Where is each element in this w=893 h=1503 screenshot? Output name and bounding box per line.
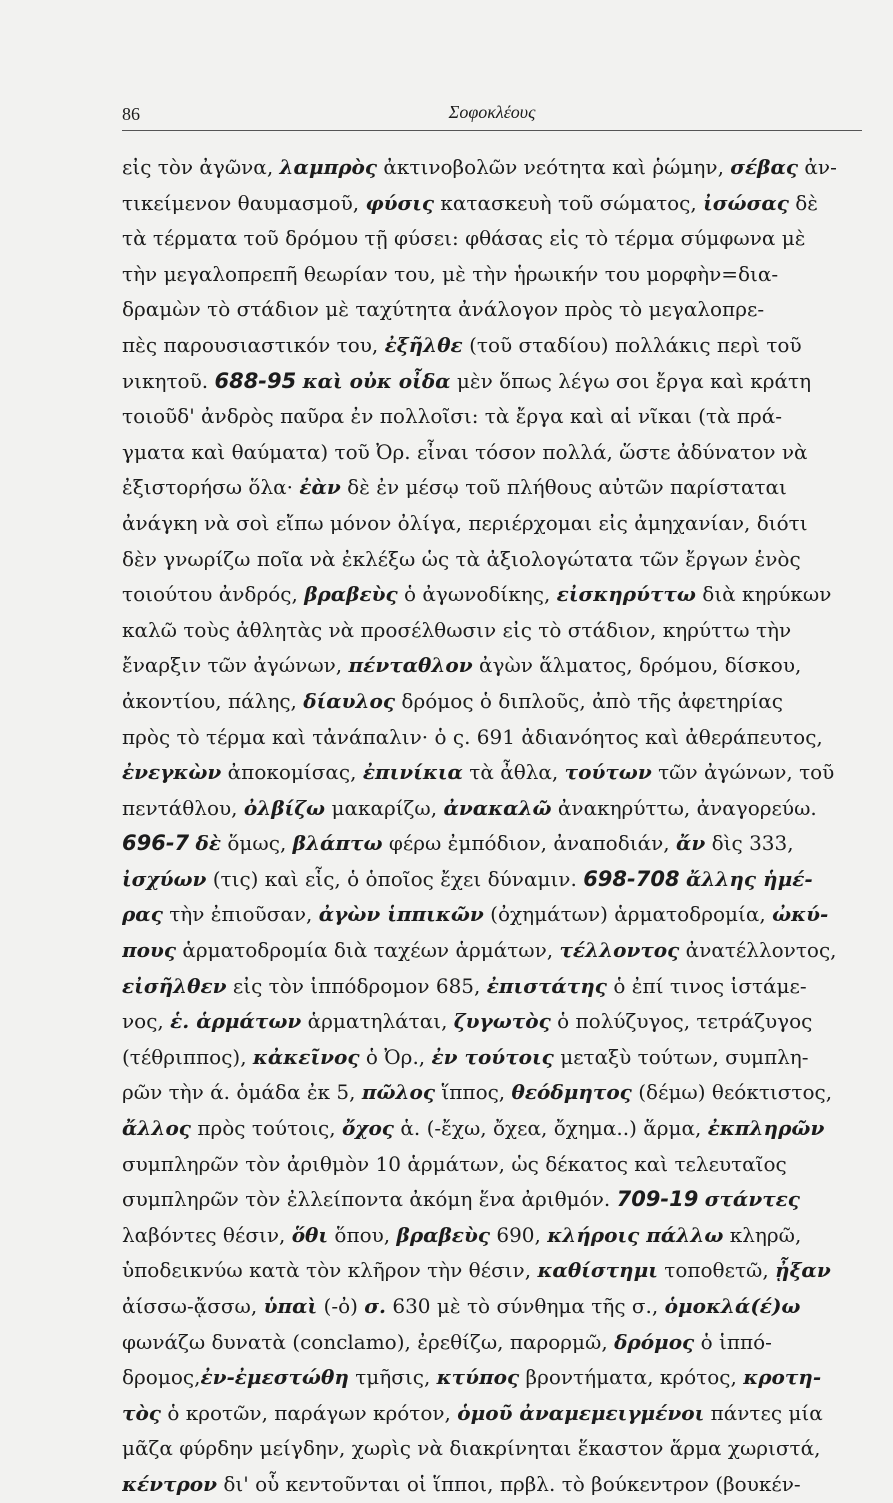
verse-reference: 709-19 — [616, 1187, 699, 1212]
lemma-word: ρας — [122, 902, 163, 927]
gloss-text: τοποθετῶ, — [657, 1258, 776, 1283]
gloss-text: διὰ κηρύκων — [695, 582, 832, 607]
gloss-text: ἀν- — [798, 155, 837, 179]
gloss-text: μεταξὺ τούτων, συμπλη- — [553, 1044, 809, 1069]
lemma-word: κέντρον — [122, 1471, 217, 1496]
lemma-word: δίαυλος — [303, 688, 396, 713]
verse-reference: 698-708 — [583, 866, 680, 891]
running-head: Σοφοκλέους — [448, 102, 536, 122]
text-line — [122, 186, 864, 222]
lemma-word: ἐπιστάτης — [486, 973, 607, 998]
commentary-text — [122, 150, 864, 1503]
lemma-word: ἐὰν — [299, 475, 341, 500]
gloss-text: πὲς παρουσιαστικόν του, — [122, 332, 385, 357]
gloss-text: ἀκτινοβολῶν νεότητα καὶ ῥώμην, — [377, 155, 731, 179]
gloss-text: τοιοῦδ' ἀνδρὸς παῦρα ἐν πολλοῖσι: τὰ ἔργα καὶ αἱ νῖκαι (τὰ πρά- — [122, 404, 783, 429]
gloss-text: δὲν γνωρίζω ποῖα νὰ ἐκλέξω ὡς τὰ ἀξιολογώτατα τῶν ἔργων ἑνὸς — [122, 546, 801, 571]
gloss-text: τικείμενον θαυμασμοῦ, — [122, 190, 366, 215]
gloss-text: τμῆσις, — [348, 1365, 437, 1390]
gloss-text: κληρῶ, — [723, 1222, 802, 1247]
lemma-word: ἑ. ἁρμάτων — [170, 1009, 302, 1034]
text-line — [122, 933, 864, 969]
gloss-text: νικητοῦ. — [122, 368, 215, 393]
text-line — [122, 1040, 864, 1076]
gloss-text: λαβόντες θέσιν, — [122, 1222, 292, 1247]
text-line — [122, 328, 864, 364]
gloss-text: 630 μὲ τὸ σύνθημα τῆς σ., — [386, 1294, 665, 1318]
lemma-word: κροτη- — [743, 1365, 822, 1390]
gloss-text: καλῶ τοὺς ἀθλητὰς νὰ προσέλθωσιν εἰς τὸ στάδιον, κηρύττω τὴν — [122, 617, 792, 642]
lemma-word: ζυγωτὸς — [453, 1009, 551, 1034]
lemma-word: ἄλλος — [122, 1116, 191, 1141]
text-line — [122, 1396, 864, 1432]
text-line — [122, 150, 864, 186]
text-line — [122, 399, 864, 435]
gloss-text: κατασκευὴ τοῦ σώματος, — [434, 190, 704, 215]
gloss-text: ὁ ἐπί τινος ἱστάμε- — [606, 973, 807, 998]
text-line — [122, 1289, 864, 1325]
text-line — [122, 1360, 864, 1396]
lemma-word: ὠκύ- — [772, 902, 829, 927]
text-line — [122, 755, 864, 791]
lemma-word: δρόμος — [614, 1329, 695, 1354]
verse-reference: 688-95 — [214, 368, 297, 393]
lemma-word: ἐνεγκὼν — [122, 760, 222, 785]
lemma-word: πῶλος — [361, 1080, 436, 1105]
lemma-word: λαμπρὸς — [279, 155, 378, 179]
lemma-word: ἐν τούτοις — [431, 1044, 554, 1069]
gloss-text: ἁρματοδρομία διὰ ταχέων ἁρμάτων, — [176, 938, 560, 963]
text-line — [122, 791, 864, 827]
lemma-word: κἀκεῖνος — [252, 1044, 360, 1069]
lemma-word: ἄλλης ἡμέ- — [685, 866, 813, 891]
page-header — [122, 100, 862, 131]
text-line — [122, 1253, 864, 1289]
lemma-word: ὁμοῦ ἀναμεμειγμένοι — [457, 1400, 705, 1425]
gloss-text: ἀγὼν ἅλματος, δρόμου, δίσκου, — [472, 653, 802, 678]
gloss-text: τοιούτου ἀνδρός, — [122, 582, 305, 607]
lemma-word: ὁμοκλά(έ)ω — [664, 1294, 801, 1318]
gloss-text: ὁ πολύζυγος, τετράζυγος — [550, 1009, 813, 1034]
gloss-text: φωνάζω δυνατὰ (conclamo), ἐρεθίζω, παρορμῶ, — [122, 1329, 615, 1354]
gloss-text: (ὀχημάτων) ἁρματοδρομία, — [483, 902, 773, 927]
gloss-text: ἀκοντίου, πάλης, — [122, 688, 304, 713]
text-line — [122, 1467, 864, 1503]
text-line — [122, 364, 864, 400]
gloss-text: τὰ τέρματα τοῦ δρόμου τῇ φύσει: φθάσας εἰς τὸ τέρμα σύμφωνα μὲ — [122, 226, 806, 251]
lemma-word: τέλλοντος — [559, 938, 680, 963]
lemma-word: ἐκπληρῶν — [707, 1116, 825, 1141]
text-line — [122, 720, 864, 756]
gloss-text: εἰς τὸν ἱππόδρομον 685, — [226, 973, 487, 998]
gloss-text: ἀνακηρύττω, ἀναγορεύω. — [551, 795, 817, 820]
gloss-text: ὁ κροτῶν, παράγων κρότον, — [160, 1400, 458, 1425]
lemma-word: στάντες — [704, 1187, 800, 1212]
gloss-text: (τις) καὶ εἷς, ὁ ὁποῖος ἔχει δύναμιν. — [206, 866, 584, 891]
lemma-word: πένταθλον — [348, 653, 473, 678]
lemma-word: σ. — [364, 1294, 386, 1318]
lemma-word: ἐπινίκια — [362, 760, 463, 785]
text-line — [122, 577, 864, 613]
lemma-word: βλάπτω — [292, 831, 383, 856]
text-line — [122, 435, 864, 471]
gloss-text: δρόμος ὁ διπλοῦς, ἀπὸ τῆς ἀφετηρίας — [395, 688, 783, 713]
gloss-text: ρῶν τὴν ά. ὁμάδα ἐκ 5, — [122, 1080, 362, 1105]
lemma-word: ὀλβίζω — [243, 795, 326, 820]
lemma-word: ὅθι — [291, 1222, 329, 1247]
text-line — [122, 1182, 864, 1218]
gloss-text: ἀνατέλλοντος, — [679, 938, 837, 963]
gloss-text: (-ὀ) — [317, 1294, 365, 1318]
lemma-word: βραβεὺς — [396, 1222, 490, 1247]
gloss-text: μακαρίζω, — [325, 795, 444, 820]
lemma-word: βραβεὺς — [304, 582, 398, 607]
lemma-word: κτύπος — [436, 1365, 520, 1390]
gloss-text: ἵππος, — [435, 1080, 512, 1105]
lemma-word: σέβας — [730, 155, 799, 179]
lemma-word: δὲ — [195, 831, 222, 856]
lemma-word: καὶ οὐκ οἶδα — [302, 368, 451, 393]
gloss-text: τὴν ἐπιοῦσαν, — [162, 902, 319, 927]
text-line — [122, 862, 864, 898]
lemma-word: ἄν — [675, 831, 706, 856]
lemma-word: ὑπαὶ — [263, 1294, 318, 1318]
gloss-text: δὲ — [788, 190, 819, 215]
gloss-text: ὑποδεικνύω κατὰ τὸν κλῆρον τὴν θέσιν, — [122, 1258, 538, 1283]
gloss-text: μᾶζα φύρδην μείγδην, χωρὶς νὰ διακρίνηται ἕκαστον ἅρμα χωριστά, — [122, 1436, 821, 1461]
gloss-text: δρομος, — [122, 1365, 201, 1390]
lemma-word: ἀγὼν ἱππικῶν — [318, 902, 484, 927]
gloss-text: συμπληρῶν τὸν ἐλλείποντα ἀκόμη ἕνα ἀριθμόν. — [122, 1187, 617, 1212]
gloss-text: ὁ ἱππό- — [694, 1329, 772, 1354]
text-line — [122, 1004, 864, 1040]
text-line — [122, 1431, 864, 1467]
gloss-text: εἰς τὸν ἀγῶνα, — [122, 155, 280, 179]
text-line — [122, 221, 864, 257]
gloss-text: (τέθριππος), — [122, 1044, 253, 1069]
gloss-text: δι' οὗ κεντοῦνται οἱ ἵπποι, πρβλ. τὸ βούκεντρον (βουκέν- — [217, 1471, 801, 1496]
gloss-text: (δέμω) θεόκτιστος, — [631, 1080, 833, 1105]
text-line — [122, 969, 864, 1005]
text-line — [122, 1111, 864, 1147]
text-line — [122, 826, 864, 862]
gloss-text: τὴν μεγαλοπρεπῆ θεωρίαν του, μὲ τὴν ἡρωικήν του μορφὴν=δια- — [122, 261, 779, 286]
lemma-word: εἰσκηρύττω — [556, 582, 696, 607]
gloss-text: συμπληρῶν τὸν ἀριθμὸν 10 ἁρμάτων, ὡς δέκατος καὶ τελευταῖος — [122, 1151, 787, 1176]
gloss-text: δὶς 333, — [705, 831, 794, 856]
lemma-word: φύσις — [365, 190, 435, 215]
lemma-word: ἰσχύων — [122, 866, 207, 891]
text-line — [122, 542, 864, 578]
text-line — [122, 470, 864, 506]
gloss-text: (τοῦ σταδίου) πολλάκις περὶ τοῦ — [462, 332, 802, 357]
lemma-word: ἐν-ἐμεστώθη — [200, 1365, 349, 1390]
lemma-word: ἀνακαλῶ — [443, 795, 552, 820]
gloss-text: νος, — [122, 1009, 171, 1034]
gloss-text: δὲ ἐν μέσῳ τοῦ πλήθους αὐτῶν παρίσταται — [340, 475, 787, 500]
text-line — [122, 684, 864, 720]
text-line — [122, 1147, 864, 1183]
lemma-word: θεόδμητος — [511, 1080, 632, 1105]
lemma-word: καθίστημι — [537, 1258, 658, 1283]
text-line — [122, 1325, 864, 1361]
gloss-text: ἔναρξιν τῶν ἀγώνων, — [122, 653, 349, 678]
lemma-word: τούτων — [564, 760, 652, 785]
text-line — [122, 257, 864, 293]
lemma-word: τὸς — [122, 1400, 161, 1425]
lemma-word: ᾖξαν — [775, 1258, 831, 1283]
verse-reference: 696-7 — [122, 831, 190, 856]
gloss-text: φέρω ἐμπόδιον, ἀναποδιάν, — [382, 831, 676, 856]
gloss-text: βροντήματα, κρότος, — [519, 1365, 744, 1390]
gloss-text: ἁ. (-ἔχω, ὄχεα, ὄχημα..) ἅρμα, — [393, 1116, 708, 1141]
gloss-text: ὅπου, — [328, 1222, 397, 1247]
gloss-text: ἀποκομίσας, — [221, 760, 363, 785]
lemma-word: ἐξῆλθε — [384, 332, 463, 357]
text-line — [122, 648, 864, 684]
gloss-text: τὰ ἆθλα, — [462, 760, 565, 785]
lemma-word: ὄχος — [341, 1116, 394, 1141]
page-number: 86 — [122, 104, 140, 124]
gloss-text: πεντάθλου, — [122, 795, 244, 820]
text-line — [122, 292, 864, 328]
gloss-text: ἀίσσω-ᾄσσω, — [122, 1294, 264, 1318]
gloss-text: ἁρματηλάται, — [301, 1009, 454, 1034]
gloss-text: μὲν ὅπως λέγω σοι ἔργα καὶ κράτη — [450, 368, 812, 393]
gloss-text: ἀνάγκη νὰ σοὶ εἴπω μόνον ὀλίγα, περιέρχομαι εἰς ἀμηχανίαν, διότι — [122, 510, 808, 535]
text-line — [122, 1218, 864, 1254]
gloss-text: δραμὼν τὸ στάδιον μὲ ταχύτητα ἀνάλογον πρὸς τὸ μεγαλοπρε- — [122, 297, 765, 322]
text-line — [122, 1075, 864, 1111]
gloss-text: ὁ Ὀρ., — [359, 1044, 432, 1069]
lemma-word: εἰσῆλθεν — [122, 973, 227, 998]
text-line — [122, 506, 864, 542]
lemma-word: πους — [122, 938, 177, 963]
gloss-text: πάντες μία — [704, 1400, 823, 1425]
gloss-text: γματα καὶ θαύματα) τοῦ Ὀρ. εἶναι τόσον πολλά, ὥστε ἀδύνατον νὰ — [122, 439, 808, 464]
gloss-text: πρὸς τὸ τέρμα καὶ τἀνάπαλιν· ὁ ς. 691 ἀδιανόητος καὶ ἀθεράπευτος, — [122, 724, 823, 749]
gloss-text: τῶν ἀγώνων, τοῦ — [651, 760, 835, 785]
text-line — [122, 613, 864, 649]
gloss-text: ὁ ἀγωνοδίκης, — [397, 582, 557, 607]
text-line — [122, 897, 864, 933]
gloss-text: ὅμως, — [221, 831, 293, 856]
gloss-text: 690, — [490, 1222, 548, 1247]
lemma-word: ἰσώσας — [703, 190, 789, 215]
lemma-word: κλήροις πάλλω — [547, 1222, 724, 1247]
gloss-text: πρὸς τούτοις, — [190, 1116, 342, 1141]
gloss-text: ἐξιστορήσω ὅλα· — [122, 475, 300, 500]
